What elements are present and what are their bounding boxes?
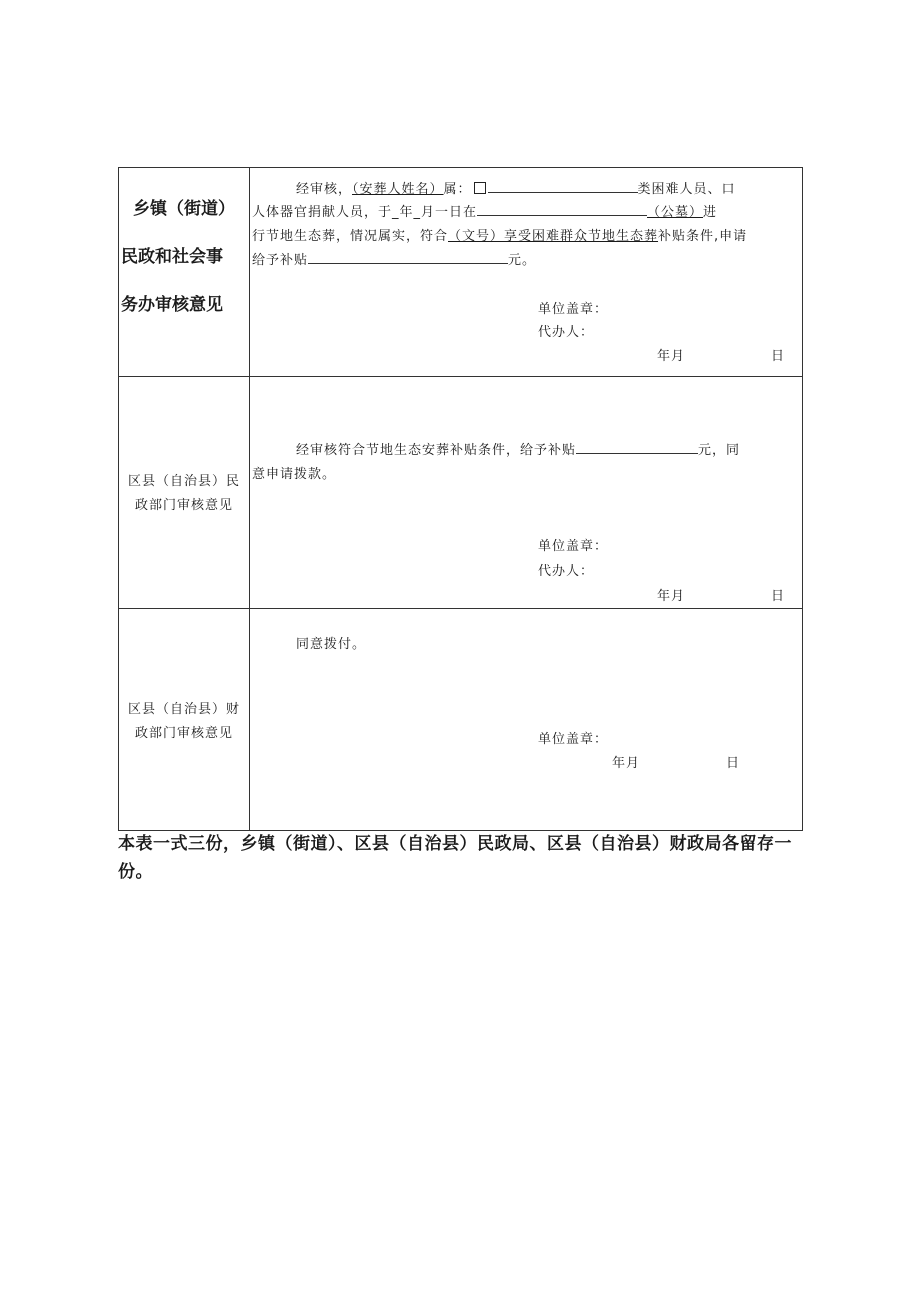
finance-approval-text: 同意拨付。 (296, 637, 367, 652)
cemetery-suffix: 进 (703, 205, 718, 220)
township-label-line-3: 务办审核意见 (121, 295, 223, 315)
date-year-month: 年月 (657, 349, 686, 364)
civil-affairs-line-2: 意申请拨款。 (252, 467, 337, 482)
township-label-line-1: 乡镇（街道） (133, 199, 235, 219)
finance-label-cell (119, 609, 250, 831)
subsidy-condition-text: 补贴条件,申请 (658, 229, 748, 244)
civil-affairs-line-1 (296, 439, 740, 458)
agent-label: 代办人： (538, 325, 595, 340)
township-line-3 (252, 225, 747, 244)
category-suffix: 类困难人员、口 (637, 182, 736, 197)
civil-affairs-label-line-2: 政部门审核意见 (134, 498, 233, 513)
civil-affairs-yuan-suffix: 元，同 (698, 443, 741, 458)
row-civil-affairs-review (119, 377, 803, 609)
township-line-2 (252, 201, 717, 220)
civil-affairs-review-text: 经审核符合节地生态安葬补贴条件，给予补贴 (296, 443, 577, 458)
date-year-month: 年月 (612, 756, 641, 771)
document-number-field[interactable]: （文号）享受困难群众节地生态葬 (448, 229, 659, 244)
seal-label: 单位盖章： (538, 302, 609, 317)
township-label-cell (119, 168, 250, 377)
finance-label-line-1: 区县（自治县）财 (127, 702, 240, 717)
row-township-review (119, 168, 803, 377)
date-year-month: 年月 (657, 589, 686, 604)
date-day: 日 (726, 756, 741, 771)
subsidy-prefix: 给予补贴 (252, 253, 309, 268)
date-day: 日 (771, 589, 786, 604)
category-blank[interactable] (488, 180, 638, 193)
date-day: 日 (771, 349, 786, 364)
subsidy-amount-blank[interactable] (308, 251, 508, 264)
yuan-suffix: 元。 (508, 253, 537, 268)
civil-affairs-content-cell (250, 377, 803, 609)
checkbox-icon[interactable] (474, 182, 486, 194)
belongs-label: 属： (443, 182, 472, 197)
burial-text: 行节地生态葬，情况属实，符合 (252, 229, 449, 244)
footnote: 本表一式三份，乡镇（街道）、区县（自治县）民政局、区县（自治县）财政局各留存一份。 (118, 834, 792, 882)
civil-affairs-label-line-1: 区县（自治县）民 (127, 474, 240, 489)
donor-date-text: 人体器官捐献人员，于_年_月一日在 (252, 205, 478, 220)
cemetery-field[interactable]: （公墓） (647, 205, 704, 220)
civil-affairs-amount-blank[interactable] (576, 441, 698, 454)
seal-label: 单位盖章： (538, 539, 609, 554)
row-finance-review (119, 609, 803, 831)
township-label-line-2: 民政和社会事 (121, 247, 223, 267)
township-content-cell (250, 168, 803, 377)
township-line-1 (296, 178, 736, 197)
cemetery-blank[interactable] (477, 203, 647, 216)
seal-label: 单位盖章： (538, 732, 609, 747)
finance-content-cell (250, 609, 803, 831)
finance-label-line-2: 政部门审核意见 (134, 726, 233, 741)
agent-label: 代办人： (538, 564, 595, 579)
township-line-4 (252, 249, 536, 268)
review-prefix: 经审核， (296, 182, 353, 197)
civil-affairs-label-cell (119, 377, 250, 609)
approval-form-table (118, 167, 803, 831)
deceased-name-field[interactable]: （安葬人姓名） (352, 182, 444, 197)
